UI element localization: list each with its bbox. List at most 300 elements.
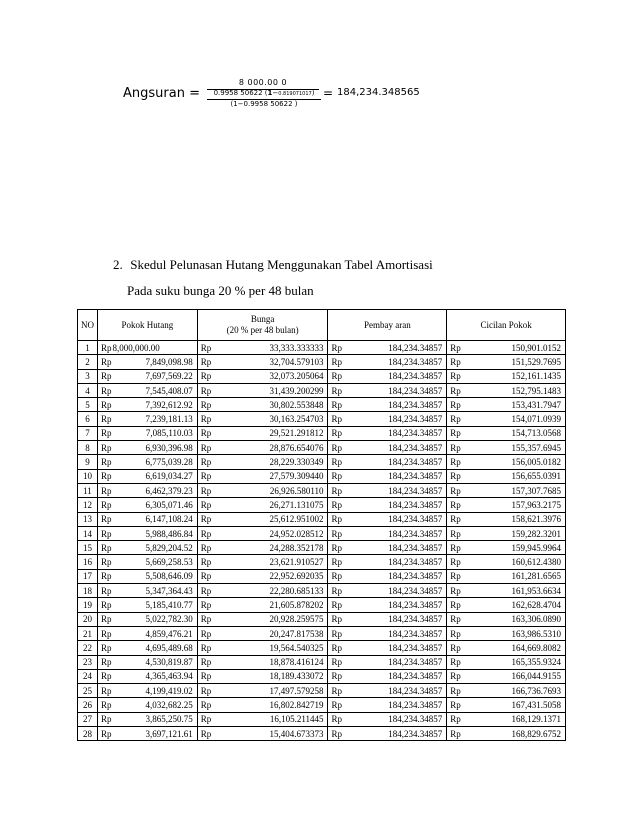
table-row — [78, 541, 566, 555]
table-row — [78, 369, 566, 383]
bunga-value: 28,229.330349 — [269, 457, 324, 468]
pokok-value: 5,829,204.52 — [145, 542, 193, 553]
currency-label: Rp — [100, 414, 112, 425]
table-row — [78, 555, 566, 569]
row-pokok — [97, 455, 197, 469]
row-cicilan — [447, 655, 566, 669]
currency-label: Rp — [450, 642, 461, 653]
row-bunga — [197, 498, 328, 512]
currency-label: Rp — [200, 414, 212, 425]
currency-label: Rp — [450, 671, 461, 682]
currency-label: Rp — [450, 356, 461, 367]
currency-label: Rp — [100, 356, 112, 367]
pokok-value: 5,347,364.43 — [145, 585, 193, 596]
row-bunga — [197, 469, 328, 483]
currency-label: Rp — [450, 700, 461, 711]
pokok-value: 8,000,000.00 — [112, 342, 160, 353]
cicilan-value: 167,431.5058 — [511, 700, 561, 711]
row-pembayaran — [328, 612, 447, 626]
row-cicilan — [447, 455, 566, 469]
currency-label: Rp — [331, 485, 342, 496]
row-pembayaran — [328, 469, 447, 483]
cicilan-value: 157,307.7685 — [511, 485, 561, 496]
currency-label: Rp — [331, 599, 342, 610]
cicilan-value: 150,901.0152 — [511, 342, 561, 353]
currency-label: Rp — [331, 628, 342, 639]
currency-label: Rp — [100, 657, 112, 668]
row-pembayaran — [328, 441, 447, 455]
cicilan-value: 163,986.5310 — [511, 628, 561, 639]
row-pokok — [97, 512, 197, 526]
currency-label: Rp — [200, 342, 212, 353]
pokok-value: 3,865,250.75 — [145, 714, 193, 725]
row-bunga — [197, 598, 328, 612]
bunga-value: 21,605.878202 — [269, 599, 324, 610]
table-row — [78, 426, 566, 440]
currency-label: Rp — [331, 471, 342, 482]
pokok-value: 7,239,181.13 — [145, 414, 193, 425]
pembayaran-value: 184,234.34857 — [388, 728, 443, 739]
row-pokok — [97, 469, 197, 483]
row-pokok — [97, 526, 197, 540]
row-no: 15 — [78, 541, 98, 555]
cicilan-value: 159,282.3201 — [511, 528, 561, 539]
bunga-value: 30,163.254703 — [269, 414, 324, 425]
pembayaran-value: 184,234.34857 — [388, 542, 443, 553]
row-no: 9 — [78, 455, 98, 469]
formula-denominator-bottom: (1−0.9958 50622 ) — [230, 100, 298, 108]
bunga-value: 24,288.352178 — [269, 542, 324, 553]
row-pembayaran — [328, 712, 447, 726]
row-no: 22 — [78, 641, 98, 655]
currency-label: Rp — [331, 342, 342, 353]
table-row — [78, 698, 566, 712]
row-cicilan — [447, 541, 566, 555]
cicilan-value: 158,621.3976 — [511, 514, 561, 525]
bunga-value: 28,876.654076 — [269, 442, 324, 453]
currency-label: Rp — [100, 399, 112, 410]
table-row — [78, 626, 566, 640]
row-pokok — [97, 355, 197, 369]
row-bunga — [197, 426, 328, 440]
currency-label: Rp — [100, 471, 112, 482]
currency-label: Rp — [100, 557, 112, 568]
currency-label: Rp — [200, 557, 212, 568]
pembayaran-value: 184,234.34857 — [388, 599, 443, 610]
pembayaran-value: 184,234.34857 — [388, 614, 443, 625]
currency-label: Rp — [100, 728, 112, 739]
currency-label: Rp — [200, 499, 212, 510]
pokok-value: 7,849,098.98 — [145, 356, 193, 367]
currency-label: Rp — [450, 442, 461, 453]
bunga-value: 25,612.951002 — [269, 514, 324, 525]
table-row — [78, 355, 566, 369]
row-no: 5 — [78, 398, 98, 412]
currency-label: Rp — [200, 614, 212, 625]
row-bunga — [197, 541, 328, 555]
pembayaran-value: 184,234.34857 — [388, 342, 443, 353]
row-no: 23 — [78, 655, 98, 669]
pembayaran-value: 184,234.34857 — [388, 671, 443, 682]
pembayaran-value: 184,234.34857 — [388, 485, 443, 496]
currency-label: Rp — [200, 671, 212, 682]
pokok-value: 6,462,379.23 — [145, 485, 193, 496]
table-row — [78, 498, 566, 512]
table-row — [78, 383, 566, 397]
row-pokok — [97, 655, 197, 669]
row-pokok — [97, 555, 197, 569]
row-pembayaran — [328, 626, 447, 640]
row-pokok — [97, 369, 197, 383]
row-pokok — [97, 569, 197, 583]
currency-label: Rp — [100, 385, 112, 396]
installment-formula — [0, 0, 638, 120]
row-bunga — [197, 712, 328, 726]
currency-label: Rp — [200, 385, 212, 396]
currency-label: Rp — [200, 657, 212, 668]
bunga-value: 18,189.433072 — [269, 671, 324, 682]
cicilan-value: 157,963.2175 — [511, 499, 561, 510]
row-pembayaran — [328, 526, 447, 540]
row-bunga — [197, 569, 328, 583]
row-pembayaran — [328, 369, 447, 383]
cicilan-value: 168,129.1371 — [511, 714, 561, 725]
row-cicilan — [447, 426, 566, 440]
table-row — [78, 569, 566, 583]
row-bunga — [197, 398, 328, 412]
currency-label: Rp — [200, 700, 212, 711]
cicilan-value: 166,736.7693 — [511, 685, 561, 696]
currency-label: Rp — [100, 714, 112, 725]
table-row — [78, 584, 566, 598]
row-no: 25 — [78, 684, 98, 698]
currency-label: Rp — [331, 514, 342, 525]
cicilan-value: 153,431.7947 — [511, 399, 561, 410]
row-cicilan — [447, 341, 566, 355]
row-pokok — [97, 698, 197, 712]
table-row — [78, 398, 566, 412]
currency-label: Rp — [331, 571, 342, 582]
pembayaran-value: 184,234.34857 — [388, 642, 443, 653]
pembayaran-value: 184,234.34857 — [388, 585, 443, 596]
currency-label: Rp — [450, 714, 461, 725]
table-row — [78, 483, 566, 497]
bunga-value: 18,878.416124 — [269, 657, 324, 668]
currency-label: Rp — [331, 528, 342, 539]
cicilan-value: 152,795.1483 — [511, 385, 561, 396]
row-pembayaran — [328, 541, 447, 555]
row-no: 21 — [78, 626, 98, 640]
currency-label: Rp — [200, 471, 212, 482]
pokok-value: 6,930,396.98 — [145, 442, 193, 453]
currency-label: Rp — [200, 442, 212, 453]
currency-label: Rp — [100, 485, 112, 496]
currency-label: Rp — [450, 585, 461, 596]
currency-label: Rp — [450, 485, 461, 496]
row-bunga — [197, 698, 328, 712]
currency-label: Rp — [200, 528, 212, 539]
currency-label: Rp — [331, 714, 342, 725]
currency-label: Rp — [331, 356, 342, 367]
row-pembayaran — [328, 426, 447, 440]
bunga-value: 26,926.580110 — [269, 485, 324, 496]
currency-label: Rp — [200, 457, 212, 468]
pokok-value: 7,697,569.22 — [145, 371, 193, 382]
currency-label: Rp — [100, 542, 112, 553]
formula-result: 184,234.348565 — [337, 87, 420, 98]
pokok-value: 4,365,463.94 — [145, 671, 193, 682]
row-pokok — [97, 341, 197, 355]
formula-numerator: 8 000.00 0 — [238, 78, 288, 87]
row-no: 18 — [78, 584, 98, 598]
currency-label: Rp — [200, 599, 212, 610]
row-pembayaran — [328, 341, 447, 355]
currency-label: Rp — [450, 514, 461, 525]
cicilan-value: 164,669.8082 — [511, 642, 561, 653]
currency-label: Rp — [200, 371, 212, 382]
header-pembayaran: Pembay aran — [328, 310, 447, 341]
bunga-value: 22,952.692035 — [269, 571, 324, 582]
pembayaran-value: 184,234.34857 — [388, 628, 443, 639]
pokok-value: 6,147,108.24 — [145, 514, 193, 525]
row-cicilan — [447, 727, 566, 741]
currency-label: Rp — [331, 642, 342, 653]
currency-label: Rp — [200, 685, 212, 696]
header-bunga: Bunga (20 % per 48 bulan) — [197, 310, 328, 341]
row-pembayaran — [328, 398, 447, 412]
cicilan-value: 161,281.6565 — [511, 571, 561, 582]
row-cicilan — [447, 369, 566, 383]
pokok-value: 4,199,419.02 — [145, 685, 193, 696]
bunga-value: 16,105.211445 — [269, 714, 324, 725]
row-cicilan — [447, 669, 566, 683]
pembayaran-value: 184,234.34857 — [388, 557, 443, 568]
row-cicilan — [447, 584, 566, 598]
currency-label: Rp — [100, 685, 112, 696]
currency-label: Rp — [100, 499, 112, 510]
currency-label: Rp — [450, 685, 461, 696]
row-no: 11 — [78, 483, 98, 497]
currency-label: Rp — [200, 485, 212, 496]
table-row — [78, 441, 566, 455]
row-bunga — [197, 341, 328, 355]
row-pembayaran — [328, 355, 447, 369]
table-body — [78, 341, 566, 741]
currency-label: Rp — [200, 542, 212, 553]
row-bunga — [197, 526, 328, 540]
currency-label: Rp — [450, 385, 461, 396]
pokok-value: 6,775,039.28 — [145, 457, 193, 468]
row-bunga — [197, 412, 328, 426]
cicilan-value: 159,945.9964 — [511, 542, 561, 553]
table-row — [78, 727, 566, 741]
pembayaran-value: 184,234.34857 — [388, 657, 443, 668]
row-no: 28 — [78, 727, 98, 741]
formula-label: Angsuran = — [123, 86, 200, 101]
row-pembayaran — [328, 727, 447, 741]
currency-label: Rp — [450, 657, 461, 668]
currency-label: Rp — [100, 442, 112, 453]
cicilan-value: 155,357.6945 — [511, 442, 561, 453]
row-pokok — [97, 612, 197, 626]
table-row — [78, 512, 566, 526]
row-bunga — [197, 555, 328, 569]
currency-label: Rp — [331, 457, 342, 468]
currency-label: Rp — [200, 728, 212, 739]
bunga-value: 16,802.842719 — [269, 700, 324, 711]
row-no: 2 — [78, 355, 98, 369]
row-no: 16 — [78, 555, 98, 569]
row-cicilan — [447, 355, 566, 369]
row-pembayaran — [328, 555, 447, 569]
row-cicilan — [447, 398, 566, 412]
currency-label: Rp — [331, 671, 342, 682]
pembayaran-value: 184,234.34857 — [388, 457, 443, 468]
currency-label: Rp — [331, 385, 342, 396]
pokok-value: 6,619,034.27 — [145, 471, 193, 482]
pembayaran-value: 184,234.34857 — [388, 371, 443, 382]
currency-label: Rp — [100, 528, 112, 539]
row-cicilan — [447, 441, 566, 455]
pembayaran-value: 184,234.34857 — [388, 385, 443, 396]
currency-label: Rp — [200, 356, 212, 367]
pembayaran-value: 184,234.34857 — [388, 428, 443, 439]
pokok-value: 7,085,110.03 — [145, 428, 193, 439]
header-pokok: Pokok Hutang — [97, 310, 197, 341]
row-bunga — [197, 483, 328, 497]
currency-label: Rp — [100, 599, 112, 610]
table-row — [78, 712, 566, 726]
table-row — [78, 455, 566, 469]
currency-label: Rp — [450, 457, 461, 468]
bunga-value: 32,073.205064 — [269, 371, 324, 382]
row-cicilan — [447, 712, 566, 726]
cicilan-value: 151,529.7695 — [511, 356, 561, 367]
bunga-value: 23,621.910527 — [269, 557, 324, 568]
currency-label: Rp — [331, 371, 342, 382]
row-pembayaran — [328, 698, 447, 712]
cicilan-value: 165,355.9324 — [511, 657, 561, 668]
pokok-value: 4,695,489.68 — [145, 642, 193, 653]
row-pembayaran — [328, 455, 447, 469]
pokok-value: 5,508,646.09 — [145, 571, 193, 582]
row-pokok — [97, 727, 197, 741]
row-bunga — [197, 641, 328, 655]
currency-label: Rp — [100, 700, 112, 711]
row-pembayaran — [328, 669, 447, 683]
pembayaran-value: 184,234.34857 — [388, 685, 443, 696]
row-pembayaran — [328, 383, 447, 397]
row-pembayaran — [328, 684, 447, 698]
currency-label: Rp — [450, 728, 461, 739]
pembayaran-value: 184,234.34857 — [388, 442, 443, 453]
row-no: 8 — [78, 441, 98, 455]
row-pokok — [97, 712, 197, 726]
row-cicilan — [447, 483, 566, 497]
currency-label: Rp — [450, 528, 461, 539]
row-cicilan — [447, 469, 566, 483]
currency-label: Rp — [100, 428, 112, 439]
currency-label: Rp — [100, 571, 112, 582]
row-no: 7 — [78, 426, 98, 440]
table-row — [78, 469, 566, 483]
row-pokok — [97, 441, 197, 455]
bunga-value: 15,404.673373 — [269, 728, 324, 739]
bunga-value: 20,928.259575 — [269, 614, 324, 625]
cicilan-value: 166,044.9155 — [511, 671, 561, 682]
currency-label: Rp — [331, 685, 342, 696]
currency-label: Rp — [450, 399, 461, 410]
currency-label: Rp — [100, 614, 112, 625]
formula-denominator: 0.9958 50622 (1−0.819071017) — [213, 89, 315, 97]
row-pokok — [97, 383, 197, 397]
bunga-value: 26,271.131075 — [269, 499, 324, 510]
row-pokok — [97, 541, 197, 555]
row-pokok — [97, 483, 197, 497]
table-header-row — [78, 310, 566, 341]
pokok-value: 4,859,476.21 — [145, 628, 193, 639]
currency-label: Rp — [331, 499, 342, 510]
pembayaran-value: 184,234.34857 — [388, 499, 443, 510]
row-pokok — [97, 398, 197, 412]
currency-label: Rp — [331, 399, 342, 410]
cicilan-value: 154,713.0568 — [511, 428, 561, 439]
row-bunga — [197, 655, 328, 669]
currency-label: Rp — [331, 414, 342, 425]
row-bunga — [197, 355, 328, 369]
pokok-value: 5,988,486.84 — [145, 528, 193, 539]
row-cicilan — [447, 626, 566, 640]
pokok-value: 5,669,258.53 — [145, 557, 193, 568]
row-bunga — [197, 626, 328, 640]
row-bunga — [197, 584, 328, 598]
row-cicilan — [447, 412, 566, 426]
row-pembayaran — [328, 512, 447, 526]
row-pokok — [97, 626, 197, 640]
currency-label: Rp — [450, 371, 461, 382]
pokok-value: 4,530,819.87 — [145, 657, 193, 668]
row-no: 19 — [78, 598, 98, 612]
pokok-value: 3,697,121.61 — [145, 728, 193, 739]
currency-label: Rp — [200, 428, 212, 439]
table-row — [78, 612, 566, 626]
row-cicilan — [447, 569, 566, 583]
pokok-value: 5,185,410.77 — [145, 599, 193, 610]
currency-label: Rp — [200, 571, 212, 582]
bunga-value: 24,952.028512 — [269, 528, 324, 539]
currency-label: Rp — [450, 499, 461, 510]
row-no: 6 — [78, 412, 98, 426]
currency-label: Rp — [200, 399, 212, 410]
currency-label: Rp — [331, 557, 342, 568]
pokok-value: 4,032,682.25 — [145, 700, 193, 711]
pembayaran-value: 184,234.34857 — [388, 700, 443, 711]
pembayaran-value: 184,234.34857 — [388, 514, 443, 525]
currency-label: Rp — [100, 642, 112, 653]
amortization-table — [77, 309, 566, 741]
row-no: 12 — [78, 498, 98, 512]
row-pembayaran — [328, 483, 447, 497]
bunga-value: 31,439.200299 — [269, 385, 324, 396]
currency-label: Rp — [200, 628, 212, 639]
cicilan-value: 163,306.0890 — [511, 614, 561, 625]
row-pembayaran — [328, 655, 447, 669]
currency-label: Rp — [450, 599, 461, 610]
currency-label: Rp — [450, 414, 461, 425]
cicilan-value: 156,655.0391 — [511, 471, 561, 482]
header-no: NO — [78, 310, 98, 341]
pembayaran-value: 184,234.34857 — [388, 571, 443, 582]
